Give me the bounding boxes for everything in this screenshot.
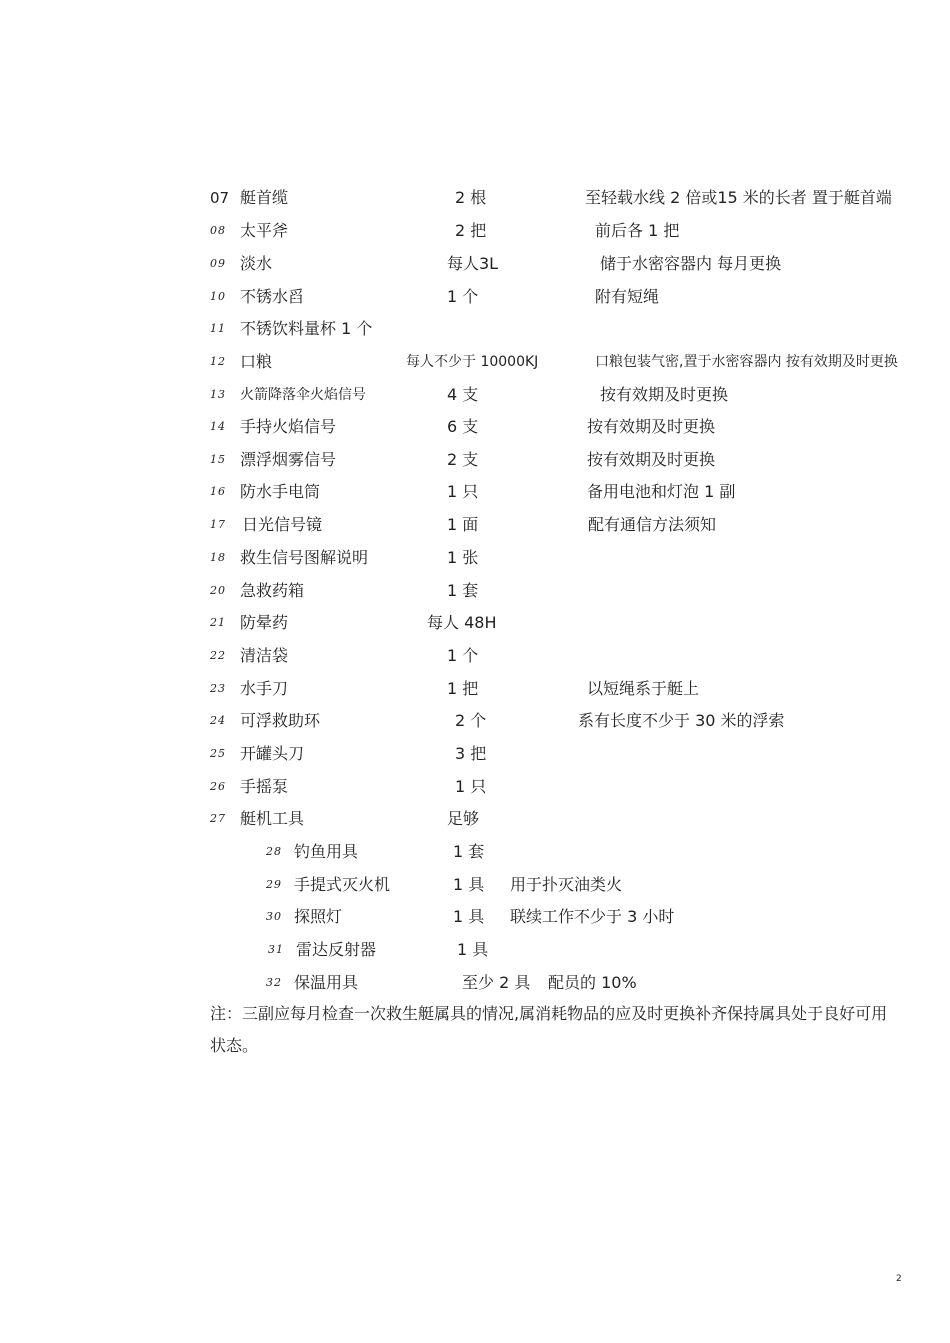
item-name: 雷达反射器 <box>296 940 377 959</box>
item-remark: 按有效期及时更换 <box>587 417 716 436</box>
item-quantity: 1 具 <box>453 875 485 894</box>
item-remark: 用于扑灭油类火 <box>510 875 623 894</box>
item-name: 口粮 <box>240 352 273 371</box>
table-row <box>0 448 950 472</box>
table-row <box>0 285 950 309</box>
item-number: 09 <box>210 257 226 270</box>
item-number: 28 <box>266 845 282 858</box>
item-remark: 前后各 1 把 <box>595 221 680 240</box>
item-name: 水手刀 <box>240 679 289 698</box>
item-number: 11 <box>210 322 226 335</box>
item-name: 艇机工具 <box>240 809 305 828</box>
item-number: 27 <box>210 812 226 825</box>
item-remark: 以短绳系于艇上 <box>587 679 700 698</box>
item-quantity: 1 个 <box>447 646 479 665</box>
item-quantity: 1 把 <box>447 679 479 698</box>
table-row <box>0 677 950 701</box>
item-quantity: 1 面 <box>447 515 479 534</box>
item-number: 08 <box>210 224 226 237</box>
item-quantity: 1 只 <box>447 482 479 501</box>
item-quantity: 1 个 <box>447 287 479 306</box>
table-row <box>0 480 950 504</box>
item-name: 开罐头刀 <box>240 744 305 763</box>
item-name: 淡水 <box>240 254 273 273</box>
item-name: 手摇泵 <box>240 777 289 796</box>
item-name: 艇首缆 <box>240 188 289 207</box>
item-number: 12 <box>210 355 226 368</box>
item-number: 24 <box>210 714 226 727</box>
table-row <box>0 709 950 733</box>
item-remark: 系有长度不少于 30 米的浮索 <box>578 711 785 730</box>
item-quantity: 1 套 <box>447 581 479 600</box>
item-name: 清洁袋 <box>240 646 289 665</box>
item-remark: 备用电池和灯泡 1 副 <box>587 482 736 501</box>
item-quantity: 1 具 <box>453 907 485 926</box>
item-remark: 附有短绳 <box>595 287 660 306</box>
item-quantity: 每人3L <box>447 254 499 273</box>
item-number: 25 <box>210 747 226 760</box>
table-row <box>0 840 950 864</box>
item-remark: 按有效期及时更换 <box>600 385 729 404</box>
item-number: 17 <box>210 518 226 531</box>
item-name: 太平斧 <box>240 221 289 240</box>
item-name: 急救药箱 <box>240 581 305 600</box>
item-quantity: 至少 2 具 <box>462 973 531 992</box>
table-row <box>0 873 950 897</box>
item-quantity: 2 支 <box>447 450 479 469</box>
item-quantity: 足够 <box>447 809 480 828</box>
table-row <box>0 383 950 407</box>
page-number: 2 <box>896 1274 902 1284</box>
item-remark: 储于水密容器内 每月更换 <box>600 254 782 273</box>
item-number: 21 <box>210 616 226 629</box>
item-number: 29 <box>266 878 282 891</box>
item-quantity: 3 把 <box>455 744 487 763</box>
table-row <box>0 807 950 831</box>
table-row <box>0 252 950 276</box>
table-row <box>0 415 950 439</box>
item-name: 防晕药 <box>240 613 289 632</box>
item-number: 22 <box>210 649 226 662</box>
item-remark: 配有通信方法须知 <box>588 515 717 534</box>
table-row <box>0 644 950 668</box>
item-quantity: 2 个 <box>455 711 487 730</box>
item-name: 防水手电筒 <box>240 482 321 501</box>
item-number: 30 <box>266 910 282 923</box>
item-name: 手提式灭火机 <box>294 875 391 894</box>
item-number: 32 <box>266 976 282 989</box>
item-number: 15 <box>210 453 226 466</box>
item-quantity: 1 只 <box>455 777 487 796</box>
item-name: 可浮救助环 <box>240 711 321 730</box>
item-number: 20 <box>210 584 226 597</box>
table-row <box>0 905 950 929</box>
item-number: 23 <box>210 682 226 695</box>
table-row <box>0 971 950 995</box>
item-quantity: 每人 48H <box>427 613 497 632</box>
item-number: 13 <box>210 388 226 401</box>
table-row <box>0 775 950 799</box>
item-name: 日光信号镜 <box>242 515 323 534</box>
item-name: 救生信号图解说明 <box>240 548 369 567</box>
item-quantity: 1 套 <box>453 842 485 861</box>
table-row <box>0 513 950 537</box>
item-remark: 口粮包装气密,置于水密容器内 按有效期及时更换 <box>595 354 898 370</box>
item-remark: 按有效期及时更换 <box>587 450 716 469</box>
item-quantity: 2 根 <box>455 188 487 207</box>
item-name: 不锈水舀 <box>240 287 305 306</box>
item-remark: 至轻载水线 2 倍或15 米的长者 置于艇首端 <box>585 188 892 207</box>
item-name: 手持火焰信号 <box>240 417 337 436</box>
item-number: 16 <box>210 485 226 498</box>
item-quantity: 1 张 <box>447 548 479 567</box>
table-row <box>0 611 950 635</box>
item-quantity: 6 支 <box>447 417 479 436</box>
item-quantity: 1 具 <box>457 940 489 959</box>
item-name: 火箭降落伞火焰信号 <box>240 387 366 403</box>
item-number: 31 <box>268 943 284 956</box>
table-row <box>0 938 950 962</box>
item-name: 保温用具 <box>294 973 359 992</box>
item-number: 18 <box>210 551 226 564</box>
table-row <box>0 186 950 210</box>
table-row <box>0 317 950 341</box>
item-name: 漂浮烟雾信号 <box>240 450 337 469</box>
item-number: 14 <box>210 420 226 433</box>
item-name: 不锈饮料量杯 1 个 <box>240 319 373 338</box>
item-quantity: 2 把 <box>455 221 487 240</box>
item-remark: 联续工作不少于 3 小时 <box>510 907 675 926</box>
item-number: 07 <box>210 189 230 207</box>
item-quantity: 每人不少于 10000KJ <box>406 354 539 370</box>
item-number: 10 <box>210 290 226 303</box>
item-name: 探照灯 <box>294 907 343 926</box>
table-row <box>0 219 950 243</box>
item-number: 26 <box>210 780 226 793</box>
footnote: 注：三副应每月检查一次救生艇属具的情况,属消耗物品的应及时更换补齐保持属具处于良好可用状态。 <box>210 1004 888 1055</box>
table-row <box>0 742 950 766</box>
item-remark: 配员的 10% <box>548 973 637 992</box>
table-row <box>0 546 950 570</box>
table-row <box>0 579 950 603</box>
item-name: 钓鱼用具 <box>294 842 359 861</box>
table-row <box>0 350 950 374</box>
item-quantity: 4 支 <box>447 385 479 404</box>
